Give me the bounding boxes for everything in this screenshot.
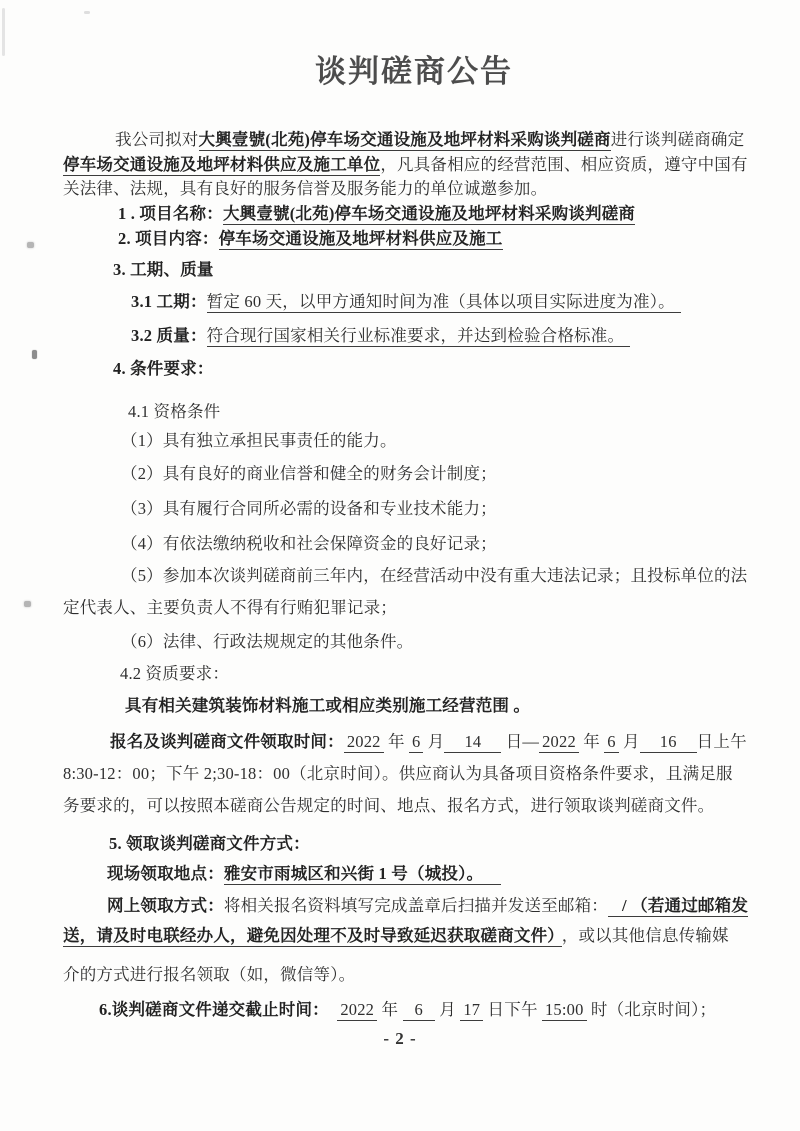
condition-text: （4）有依法缴纳税收和社会保障资金的良好记录； (121, 534, 497, 553)
requirements-heading (63, 356, 800, 381)
condition-4 (63, 531, 800, 556)
online-pickup-line-2 (63, 923, 753, 948)
onsite-pickup-line (63, 861, 797, 886)
date-sep: 时（北京时间）； (586, 1000, 717, 1019)
online-pickup-line-1 (63, 893, 797, 918)
project-name-emphasis: 大興壹號(北苑)停车场交通设施及地坪材料采购谈判磋商 (198, 130, 611, 149)
deadline-day: 17 (460, 1000, 483, 1021)
condition-1 (63, 428, 800, 453)
condition-text: （5）参加本次谈判磋商前三年内，在经营活动中没有重大违法记录；且投标单位的法 (121, 566, 748, 585)
quality-value: 符合现行国家相关行业标准要求，并达到检验合格标准。 (207, 326, 631, 347)
project-name-value: 大興壹號(北苑)停车场交通设施及地坪材料采购谈判磋商 (222, 204, 636, 223)
end-month: 6 (604, 732, 618, 753)
date-sep: 日— (501, 732, 540, 751)
signup-text: 务要求的，可以按照本磋商公告规定的时间、地点、报名方式，进行领取谈判磋商文件。 (63, 796, 715, 815)
project-content-label: 2. 项目内容： (118, 229, 219, 248)
subheading-text: 4.1 资格条件 (128, 402, 221, 421)
intro-line-3 (63, 176, 753, 201)
signup-text: 8:30-12：00；下午 2;30-18：00（北京时间）。供应商认为具备项目资格条件要求，且满足服 (63, 764, 733, 783)
duration-line (63, 289, 800, 314)
heading-text: 5. 领取谈判磋商文件方式： (109, 834, 310, 853)
subheading-text: 4.2 资质要求： (120, 664, 230, 683)
condition-3 (63, 496, 800, 521)
online-pickup-line-3 (63, 962, 753, 987)
deadline-year: 2022 (337, 1000, 377, 1021)
date-sep: 年 (383, 732, 409, 751)
end-day: 16 (640, 732, 697, 753)
project-name-label: 1 . 项目名称： (118, 204, 223, 223)
doc-title: 谈判磋商公告 (315, 54, 513, 89)
start-month: 6 (409, 732, 423, 753)
condition-text: （6）法律、行政法规规定的其他条件。 (121, 632, 414, 651)
page-number: - 2 - (383, 1029, 417, 1048)
date-sep: 年 (377, 1000, 403, 1019)
start-year: 2022 (344, 732, 384, 753)
online-pickup-text: 介的方式进行报名领取（如，微信等）。 (63, 965, 356, 984)
condition-text: 定代表人、主要负责人不得有行贿犯罪记录； (63, 598, 397, 617)
date-sep: 日上午 (696, 732, 747, 751)
condition-text: （1）具有独立承担民事责任的能力。 (121, 431, 397, 450)
intro-text: 我公司拟对 (115, 130, 199, 149)
credential-value-line (63, 693, 800, 718)
scan-speck (24, 601, 31, 607)
scan-edge-artifact (2, 8, 5, 56)
condition-text: （2）具有良好的商业信誉和健全的财务会计制度； (121, 464, 497, 483)
online-pickup-label: 网上领取方式： (107, 896, 224, 915)
quality-label: 3.2 质量： (131, 326, 207, 345)
signup-time-line-3 (63, 793, 753, 818)
date-sep: 年 (578, 732, 605, 751)
pickup-method-heading (63, 831, 799, 856)
scan-speck (32, 350, 37, 359)
heading-text: 4. 条件要求： (113, 359, 214, 378)
onsite-pickup-label: 现场领取地点： (107, 864, 224, 883)
intro-line-1 (63, 127, 800, 152)
date-sep: 月 (423, 732, 445, 751)
gap (321, 1000, 338, 1019)
deadline-line (63, 997, 789, 1022)
signup-time-label: 报名及谈判磋商文件领取时间： (110, 732, 344, 751)
date-sep: 日下午 (483, 1000, 542, 1019)
condition-5-line-2 (63, 595, 753, 620)
intro-text: 关法律、法规，具有良好的服务信誉及服务能力的单位诚邀参加。 (63, 179, 548, 198)
deadline-time: 15:00 (542, 1000, 587, 1021)
date-sep: 月 (618, 732, 640, 751)
project-content-line (63, 226, 800, 251)
condition-text: （3）具有履行合同所必需的设备和专业技术能力； (121, 499, 497, 518)
scan-speck (84, 11, 90, 14)
email-note-emphasis: / （若通过邮箱发 (608, 896, 748, 917)
start-day: 14 (444, 732, 501, 753)
intro-text: ，凡具备相应的经营范围、相应资质，遵守中国有 (380, 155, 748, 174)
intro-line-2 (63, 152, 753, 177)
project-content-value: 停车场交通设施及地坪材料供应及施工 (218, 229, 503, 248)
onsite-pickup-address: 雅安市雨城区和兴街 1 号（城投）。 (224, 864, 501, 885)
date-sep: 月 (434, 1000, 461, 1019)
work-scope-emphasis: 停车场交通设施及地坪材料供应及施工单位 (63, 155, 381, 174)
heading-text: 3. 工期、质量 (113, 260, 214, 279)
duration-value: 暂定 60 天，以甲方通知时间为准（具体以项目实际进度为准）。 (207, 292, 681, 313)
quality-line (63, 323, 800, 348)
scan-speck (27, 242, 34, 248)
online-pickup-text: ，或以其他信息传输媒 (561, 926, 729, 945)
schedule-quality-heading (63, 257, 800, 282)
signup-time-line-2 (63, 761, 753, 786)
condition-6 (63, 629, 800, 654)
end-year: 2022 (539, 732, 579, 753)
credential-subheading (63, 661, 800, 686)
project-name-line (63, 201, 800, 226)
duration-label: 3.1 工期： (131, 292, 207, 311)
deadline-label: 6.谈判磋商文件递交截止时间： (99, 1000, 321, 1019)
qualification-subheading (63, 399, 800, 424)
condition-2 (63, 461, 800, 486)
credential-text: 具有相关建筑装饰材料施工或相应类别施工经营范围 。 (125, 696, 531, 715)
online-pickup-text: 将相关报名资料填写完成盖章后扫描并发送至邮箱： (223, 896, 609, 915)
intro-text-cont: 进行谈判磋商确定 (610, 130, 745, 149)
email-note-emphasis: 送，请及时电联经办人，避免因处理不及时导致延迟获取磋商文件） (63, 926, 562, 947)
deadline-month: 6 (403, 1000, 435, 1021)
condition-5-line-1 (63, 563, 800, 588)
signup-time-line-1 (63, 729, 800, 754)
